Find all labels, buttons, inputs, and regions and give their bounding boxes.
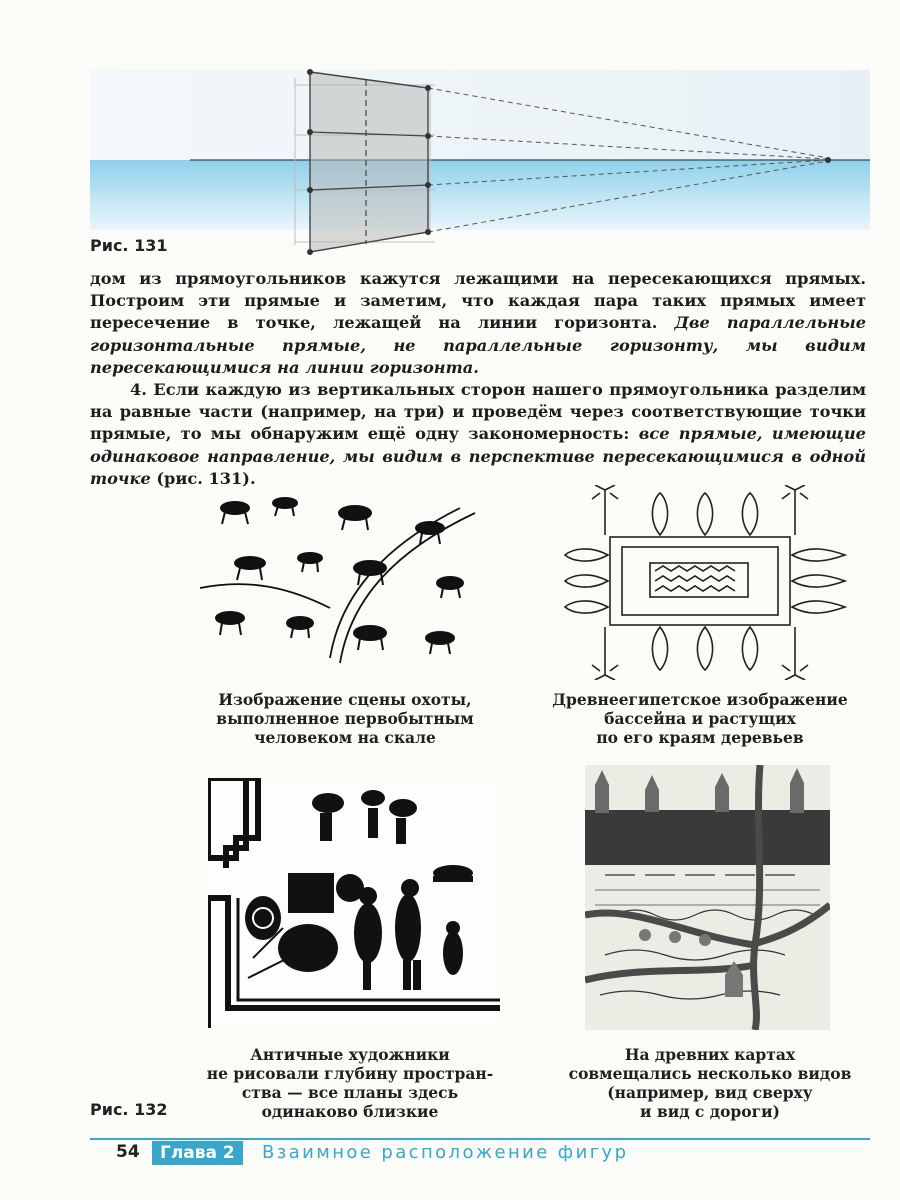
caption-line: и вид с дороги)	[640, 1102, 780, 1121]
caption-line: бассейна и растущих	[604, 709, 796, 728]
perspective-figure	[90, 60, 870, 260]
antique-caption	[195, 1045, 505, 1121]
figure-131-label: Рис. 131	[90, 236, 168, 255]
chapter-title: Взаимное расположение фигур	[262, 1142, 629, 1163]
caption-line: ства — все планы здесь	[241, 1083, 459, 1102]
antique-art-image	[208, 778, 500, 1028]
caption-line: Античные художники	[250, 1045, 450, 1064]
paragraph-2-emphasis: все прямые, имеющие одинаковое направление, мы видим в перспективе пересекающимися в одной точке	[90, 424, 866, 488]
hunt-caption	[190, 690, 500, 747]
page-number: 54	[116, 1142, 140, 1162]
egyptian-pool-image	[560, 485, 850, 680]
paragraph-1	[90, 268, 866, 379]
paragraph-1-emphasis: Две параллельные горизонтальные прямые, не параллельные горизонту, мы видим пересекающимися на линии горизонта.	[90, 313, 866, 377]
caption-line: совмещались несколько видов	[568, 1064, 852, 1083]
caption-line: Древнеегипетское изображение	[552, 690, 848, 709]
paragraph-2	[90, 379, 866, 490]
caption-line: Изображение сцены охоты,	[218, 690, 472, 709]
map-caption	[560, 1045, 860, 1121]
caption-line: по его краям деревьев	[596, 728, 804, 747]
footer-divider	[90, 1138, 870, 1140]
caption-line: человеком на скале	[254, 728, 436, 747]
caption-line: выполненное первобытным	[216, 709, 474, 728]
egypt-caption	[545, 690, 855, 747]
caption-line: одинаково близкие	[261, 1102, 439, 1121]
body-text	[90, 268, 866, 490]
caption-line: не рисовали глубину простран-	[206, 1064, 494, 1083]
paragraph-1-text: дом из прямоугольников кажутся лежащими на пересекающихся прямых. Построим эти прямые и заметим, что каждая пара таких прямых имеет пересечение в точке, лежащей на линии горизонта.	[90, 269, 866, 333]
hunt-scene-image	[190, 488, 490, 673]
paragraph-2-text: 4. Если каждую из вертикальных сторон нашего прямоугольника разделим на равные части (например, на три) и проведём через соответствующие точки прямые, то мы обнаружим ещё одну закономерность:	[90, 380, 866, 444]
chapter-badge: Глава 2	[152, 1141, 243, 1165]
figure-132-label: Рис. 132	[90, 1100, 168, 1119]
paragraph-2-end: (рис. 131).	[150, 468, 256, 488]
old-map-image	[585, 765, 830, 1030]
caption-line: На древних картах	[624, 1045, 796, 1064]
caption-line: (например, вид сверху	[607, 1083, 813, 1102]
